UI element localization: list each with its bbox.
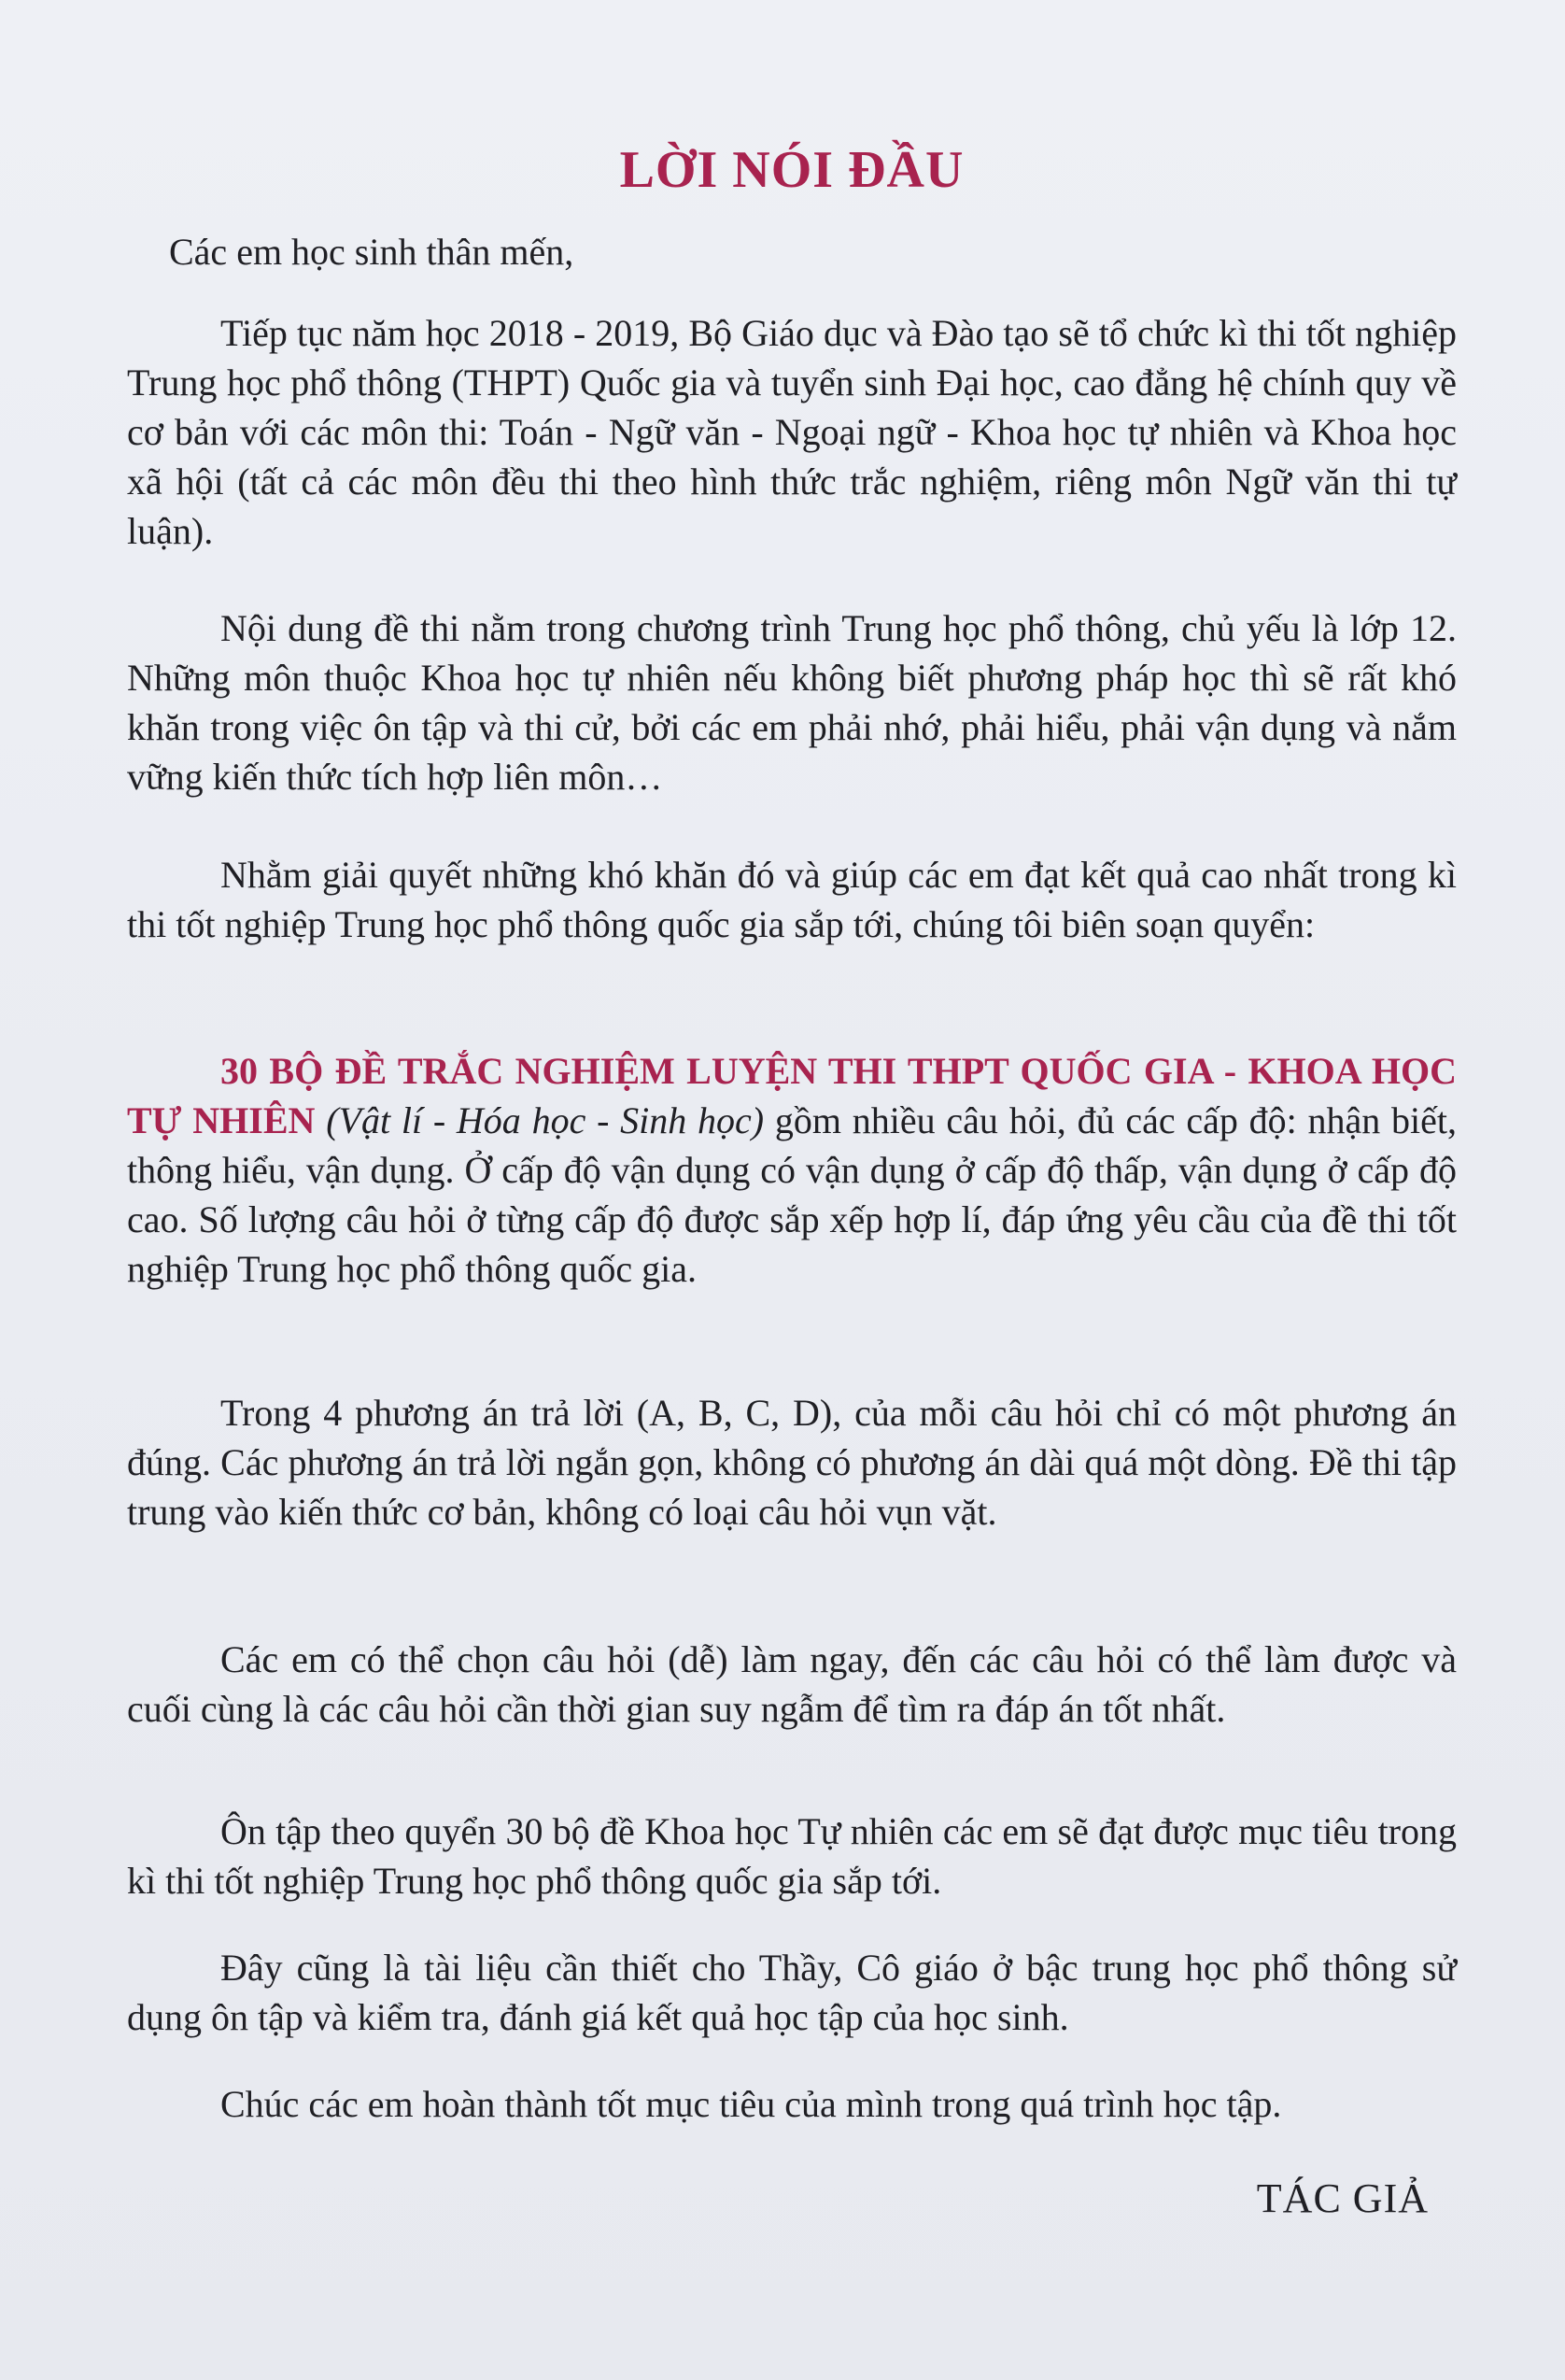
paragraph-wishes: Chúc các em hoàn thành tốt mục tiêu của mình trong quá trình học tập. (220, 2083, 1282, 2125)
book-subjects: (Vật lí - Hóa học - Sinh học) (326, 1099, 765, 1141)
paragraph-exam-intro: Tiếp tục năm học 2018 - 2019, Bộ Giáo dục và Đào tạo sẽ tổ chức kì thi tốt nghiệp Trung học phổ thông (THPT) Quốc gia và tuyển sinh Đại học, cao đẳng hệ chính quy về cơ bản với các môn thi: Toán - Ngữ văn - Ngoại ngữ - Khoa học tự nhiên và Khoa học xã hội (tất cả các môn đều thi theo hình thức trắc nghiệm, riêng môn Ngữ văn thi tự luận). (127, 312, 1457, 552)
paragraph-strategy: Các em có thể chọn câu hỏi (dễ) làm ngay, đến các câu hỏi có thể làm được và cuối cùng là các câu hỏi cần thời gian suy ngẫm để tìm ra đáp án tốt nhất. (127, 1638, 1457, 1730)
signature: TÁC GIẢ (1256, 2175, 1429, 2221)
greeting: Các em học sinh thân mến, (169, 231, 574, 273)
book-title: 30 BỘ ĐỀ TRẮC NGHIỆM LUYỆN THI THPT QUỐC GIA - KHOA HỌC TỰ NHIÊN (127, 1050, 1457, 1141)
paragraph-answer-format: Trong 4 phương án trả lời (A, B, C, D), của mỗi câu hỏi chỉ có một phương án đúng. Các phương án trả lời ngắn gọn, không có phương án dài quá một dòng. Đề thi tập trung vào kiến thức cơ bản, không có loại câu hỏi vụn vặt. (127, 1392, 1457, 1533)
page-title: LỜI NÓI ĐẦU (619, 141, 965, 199)
paragraph-book-intro (127, 1046, 1457, 1294)
paragraph-exam-content: Nội dung đề thi nằm trong chương trình Trung học phổ thông, chủ yếu là lớp 12. Những môn thuộc Khoa học tự nhiên nếu không biết phương pháp học thì sẽ rất khó khăn trong việc ôn tập và thi cử, bởi các em phải nhớ, phải hiểu, phải vận dụng và nắm vững kiến thức tích hợp liên môn… (127, 607, 1457, 798)
book-description: gồm nhiều câu hỏi, đủ các cấp độ: nhận biết, thông hiểu, vận dụng. Ở cấp độ vận dụng có vận dụng ở cấp độ thấp, vận dụng ở cấp độ cao. Số lượng câu hỏi ở từng cấp độ được sắp xếp hợp lí, đáp ứng yêu cầu của đề thi tốt nghiệp Trung học phổ thông quốc gia. (127, 1099, 1458, 1290)
paragraph-purpose: Nhằm giải quyết những khó khăn đó và giúp các em đạt kết quả cao nhất trong kì thi tốt nghiệp Trung học phổ thông quốc gia sắp tới, chúng tôi biên soạn quyển: (127, 854, 1457, 945)
paragraph-review: Ôn tập theo quyển 30 bộ đề Khoa học Tự nhiên các em sẽ đạt được mục tiêu trong kì thi tốt nghiệp Trung học phổ thông quốc gia sắp tới. (127, 1810, 1457, 1902)
paragraph-teachers: Đây cũng là tài liệu cần thiết cho Thầy, Cô giáo ở bậc trung học phổ thông sử dụng ôn tập và kiểm tra, đánh giá kết quả học tập của học sinh. (127, 1947, 1457, 2038)
